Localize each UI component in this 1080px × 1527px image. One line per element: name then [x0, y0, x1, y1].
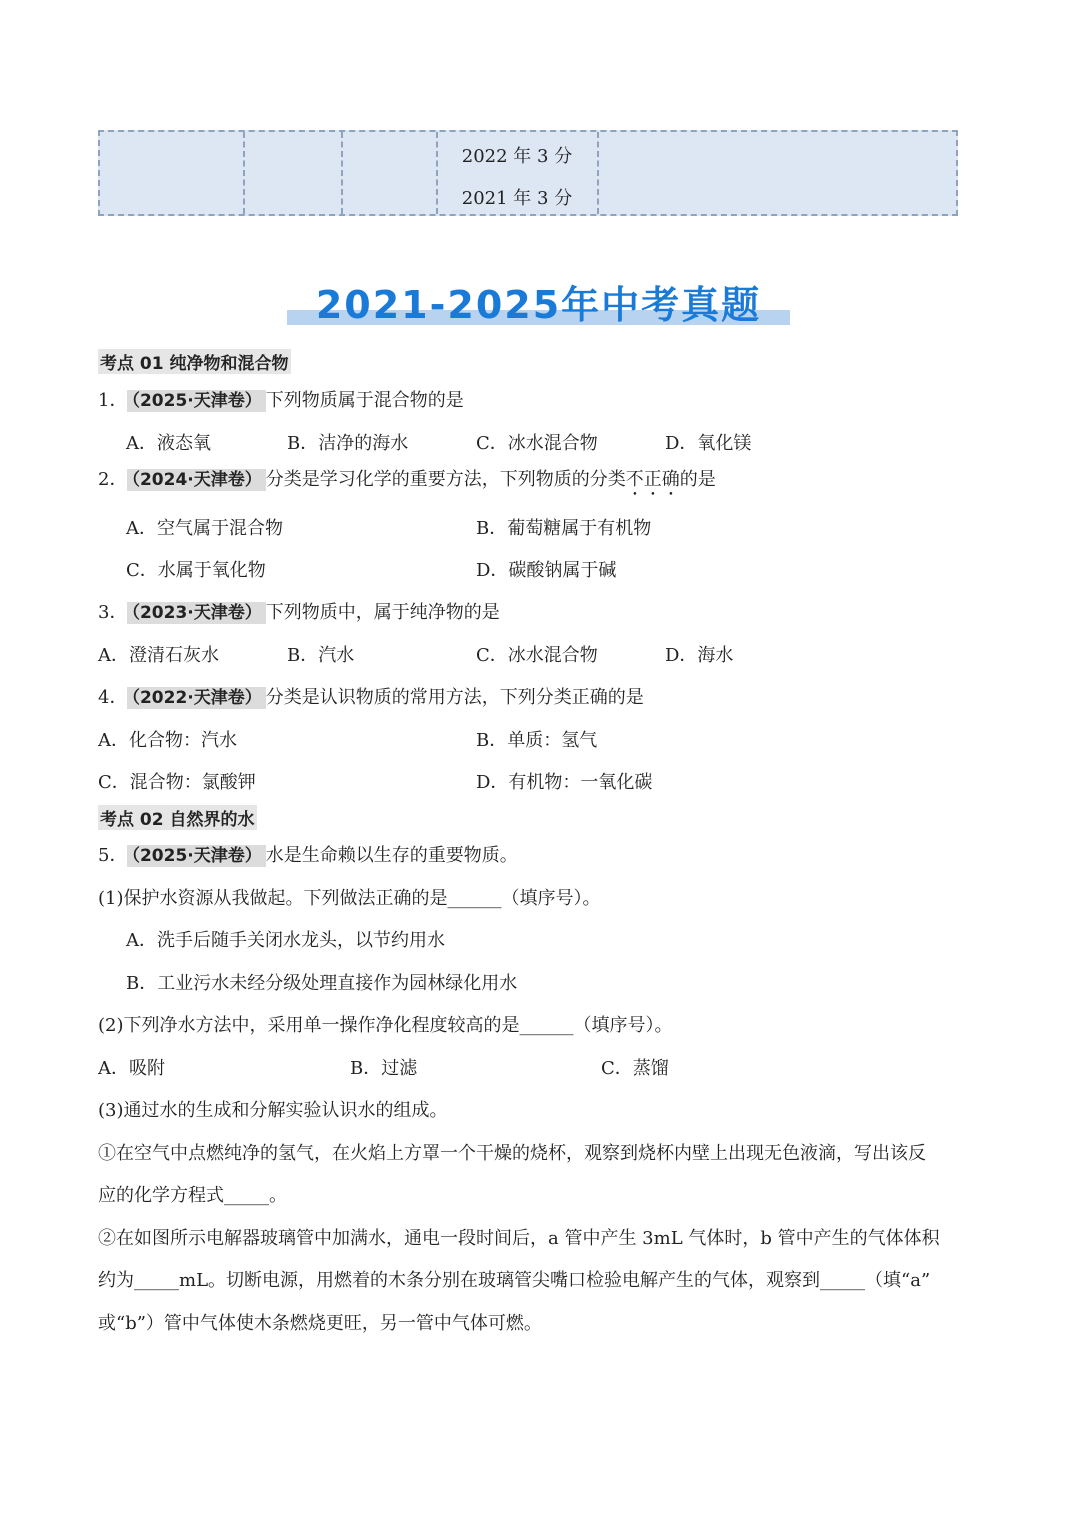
option: B．洁净的海水	[287, 433, 409, 454]
question-source: （2025·天津卷）	[127, 845, 265, 867]
option: A．空气属于混合物	[126, 518, 283, 539]
option: C．冰水混合物	[476, 433, 598, 454]
option: B．工业污水未经分级处理直接作为园林绿化用水	[126, 973, 518, 994]
section-title-01: 考点 01 纯净物和混合物	[98, 349, 291, 374]
option: A．洗手后随手关闭水龙头，以节约用水	[126, 930, 445, 951]
subquestion-3: (3)通过水的生成和分解实验认识水的组成。	[98, 1100, 448, 1121]
option: D．氧化镁	[665, 433, 752, 454]
question-stem: 分类是认识物质的常用方法，下列分类正确的是	[265, 687, 644, 708]
option: D．碳酸钠属于碱	[476, 560, 617, 581]
question-stem-post: 的是	[679, 469, 716, 490]
subquestion-1: (1)保护水资源从我做起。下列做法正确的是______（填序号）。	[98, 888, 601, 909]
option: C．水属于氧化物	[126, 560, 266, 581]
option: A．化合物：汽水	[98, 730, 237, 751]
table-divider	[341, 132, 343, 214]
question-stem-pre: 分类是学习化学的重要方法，下列物质的分类	[265, 469, 626, 490]
question-number: 5．	[98, 845, 128, 866]
question-number: 2．	[98, 469, 128, 490]
question-stem: 下列物质中，属于纯净物的是	[265, 602, 500, 623]
option: B．汽水	[287, 645, 355, 666]
subquestion-3-item-1: ①在空气中点燃纯净的氢气，在火焰上方罩一个干燥的烧杯，观察到烧杯内壁上出现无色液滴，写出该反	[98, 1143, 926, 1164]
option: B．过滤	[350, 1058, 418, 1079]
question-source: （2023·天津卷）	[127, 602, 265, 624]
option: A．吸附	[98, 1058, 165, 1079]
question-stem-emphasis: 不正确	[625, 469, 680, 490]
subquestion-2: (2)下列净水方法中，采用单一操作净化程度较高的是______（填序号）。	[98, 1015, 673, 1036]
question-source: （2024·天津卷）	[127, 469, 265, 491]
question-5	[98, 841, 518, 867]
question-2	[98, 465, 716, 500]
option: A．澄清石灰水	[98, 645, 219, 666]
question-1	[98, 386, 464, 412]
question-source: （2025·天津卷）	[127, 390, 265, 412]
option: C．蒸馏	[601, 1058, 669, 1079]
option: B．单质：氢气	[476, 730, 598, 751]
section-title-02: 考点 02 自然界的水	[98, 805, 257, 830]
question-number: 1．	[98, 390, 128, 411]
score-year-2021: 2021 年 3 分	[461, 188, 573, 209]
score-year-2022: 2022 年 3 分	[461, 146, 573, 167]
subquestion-3-item-2-cont: 约为_____mL。切断电源，用燃着的木条分别在玻璃管尖嘴口检验电解产生的气体，观察到_____（填“a”	[98, 1270, 931, 1291]
banner-title: 2021-2025年中考真题	[315, 283, 762, 327]
subquestion-3-item-2-end: 或“b”）管中气体使木条燃烧更旺，另一管中气体可燃。	[98, 1313, 542, 1334]
option: A．液态氧	[126, 433, 211, 454]
option: B．葡萄糖属于有机物	[476, 518, 652, 539]
question-stem: 水是生命赖以生存的重要物质。	[265, 845, 518, 866]
question-number: 4．	[98, 687, 128, 708]
table-divider	[597, 132, 599, 214]
question-3	[98, 598, 500, 624]
subquestion-3-item-1-cont: 应的化学方程式_____。	[98, 1185, 287, 1206]
table-divider	[243, 132, 245, 214]
option: C．冰水混合物	[476, 645, 598, 666]
subquestion-3-item-2: ②在如图所示电解器玻璃管中加满水，通电一段时间后，a 管中产生 3mL 气体时，b 管中产生的气体体积	[98, 1228, 940, 1249]
question-4	[98, 683, 644, 709]
option: C．混合物：氯酸钾	[98, 772, 256, 793]
question-stem: 下列物质属于混合物的是	[265, 390, 464, 411]
question-number: 3．	[98, 602, 128, 623]
option: D．有机物：一氧化碳	[476, 772, 653, 793]
question-source: （2022·天津卷）	[127, 687, 265, 709]
option: D．海水	[665, 645, 734, 666]
